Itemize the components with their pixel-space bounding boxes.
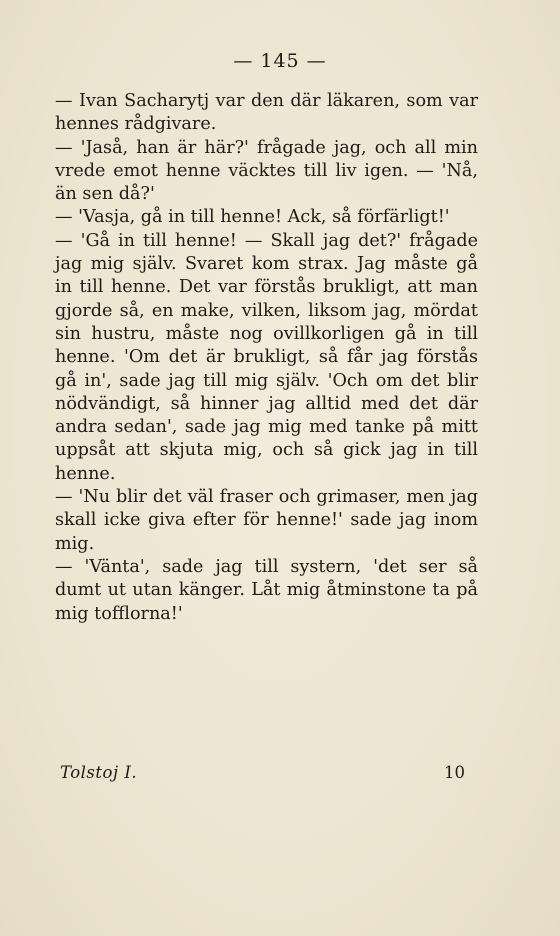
page-body <box>55 90 478 626</box>
paragraph: — 'Gå in till henne! — Skall jag det?' frågade jag mig själv. Svaret kom strax. Jag måste gå in till henne. Det var förstås brukligt, att man gjorde så, en make, vilken, liksom jag, mördat sin hustru, måste nog ovillkorligen gå in till henne. 'Om det är brukligt, så får jag förstås gå in', sade jag till mig själv. 'Och om det blir nödvändigt, så hinner jag alltid med det där andra sedan', sade jag mig med tanke på mitt uppsåt att skjuta mig, och så gick jag in till henne. <box>55 230 478 484</box>
sheet-number: 10 <box>444 763 465 782</box>
paragraph: — 'Nu blir det väl fraser och grimaser, men jag skall icke giva efter för henne!' sade jag inom mig. <box>55 487 478 554</box>
paragraph: — Ivan Sacharytj var den där läkaren, som var hennes rådgivare. <box>55 91 478 135</box>
page-number-header: — 145 — <box>233 50 327 72</box>
paragraph: — 'Vasja, gå in till henne! Ack, så förfärligt!' <box>55 207 450 228</box>
paragraph: — 'Jaså, han är här?' frågade jag, och all min vrede emot henne väcktes till liv igen. — 'Nå, än sen då?' <box>55 137 478 205</box>
paragraph: — 'Vänta', sade jag till systern, 'det ser så dumt ut utan känger. Låt mig åtminstone ta på mig tofflorna!' <box>55 556 478 624</box>
signature-mark: Tolstoj I. <box>60 763 138 782</box>
